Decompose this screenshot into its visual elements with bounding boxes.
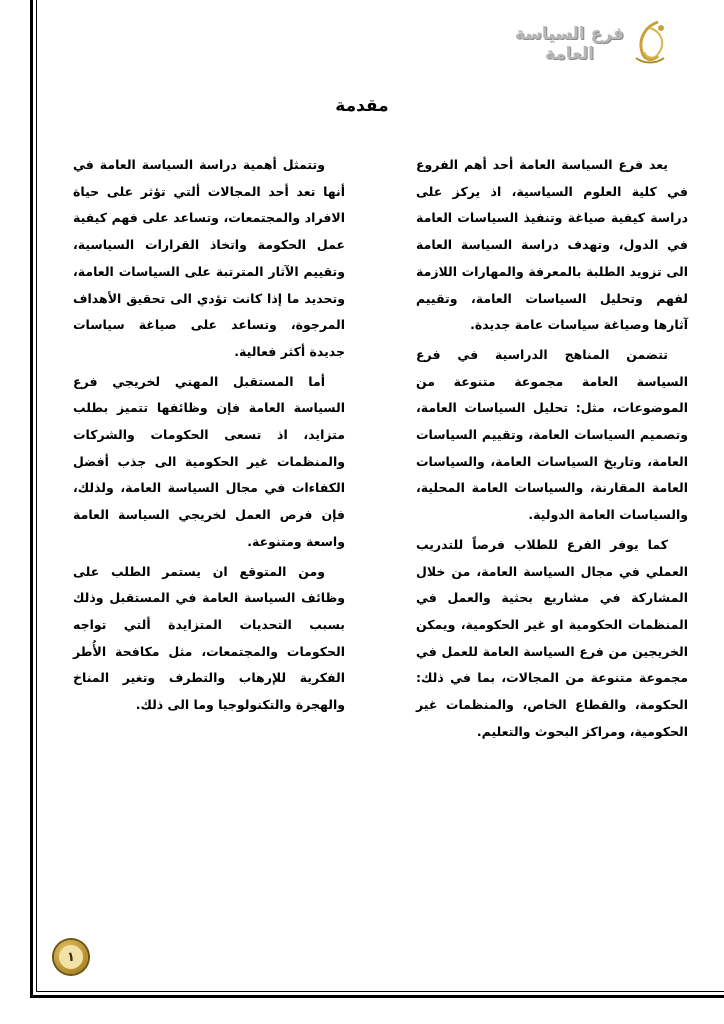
paragraph: يعد فرع السياسة العامة أحد أهم الفروع في كلية العلوم السياسية، اذ يركز على دراسة كيفية صياغة وتنفيذ السياسات العامة في الدول، وتهدف دراسة السياسة العامة الى تزويد الطلبة بالمعرفة والمهارات اللازمة لفهم وتحليل السياسات العامة، وتقييم آثارها وصياغة سياسات عامة جديدة. — [416, 157, 688, 333]
right-column — [416, 152, 688, 748]
left-column — [73, 152, 345, 722]
logo-line1: فرع السياسة — [514, 24, 624, 44]
calligraphy-emblem-icon — [628, 18, 672, 66]
paragraph: أما المستقبل المهني لخريجي فرع السياسة العامة فإن وظائفها تتميز بطلب متزايد، اذ تسعى الحكومات والشركات والمنظمات غير الحكومية الى جذب أفضل الكفاءات في مجال السياسة العامة، ولذلك، فإن فرص العمل لخريجي السياسة العامة واسعة ومتنوعة. — [73, 373, 345, 549]
paragraph: تتضمن المناهج الدراسية في فرع السياسة العامة مجموعة متنوعة من الموضوعات، مثل: تحليل السياسات العامة، وتصميم السياسات العامة، وتقييم السياسات العامة، وتاريخ السياسات العامة، والسياسات العامة المقارنة، والسياسات العامة المحلية، والسياسات العامة الدولية. — [416, 346, 688, 523]
page-number: ١ — [59, 945, 83, 969]
page-number-badge — [54, 940, 88, 974]
page-title: مقدمة — [335, 96, 389, 116]
logo-line2: العامة — [544, 44, 594, 64]
department-logo — [514, 18, 672, 68]
logo-text — [515, 24, 624, 64]
paragraph: كما يوفر الفرع للطلاب فرصاً للتدريب العملي في مجال السياسة العامة، من خلال المشاركة في مشاريع بحثية والعمل في المنظمات الحكومية او غير الحكومية، ويمكن الخريجين من فرع السياسة العامة للعمل في مجموعة متنوعة من المجالات، بما في ذلك: الحكومة، والقطاع الخاص، والمنظمات غير الحكومية، ومراكز البحوث والتعليم. — [416, 536, 688, 739]
paragraph: ومن المتوقع ان يستمر الطلب على وظائف السياسة العامة في المستقبل وذلك بسبب التحديات المتزايدة ألتي تواجه الحكومات والمجتمعات، مثل مكافحة الأُطر الفكرية للإرهاب والتطرف وتغير المناخ والهجرة والتكنولوجيا وما الى ذلك. — [73, 563, 345, 713]
paragraph: وتتمثل أهمية دراسة السياسة العامة في أنها تعد أحد المجالات ألتي تؤثر على حياة الافراد والمجتمعات، وتساعد على فهم كيفية عمل الحكومة واتخاذ القرارات السياسية، وتقييم الآثار المترتبة على السياسات العامة، وتحديد ما إذا كانت تؤدي الى تحقيق الأهداف المرجوة، وتساعد على صياغة سياسات جديدة أكثر فعالية. — [73, 157, 345, 359]
